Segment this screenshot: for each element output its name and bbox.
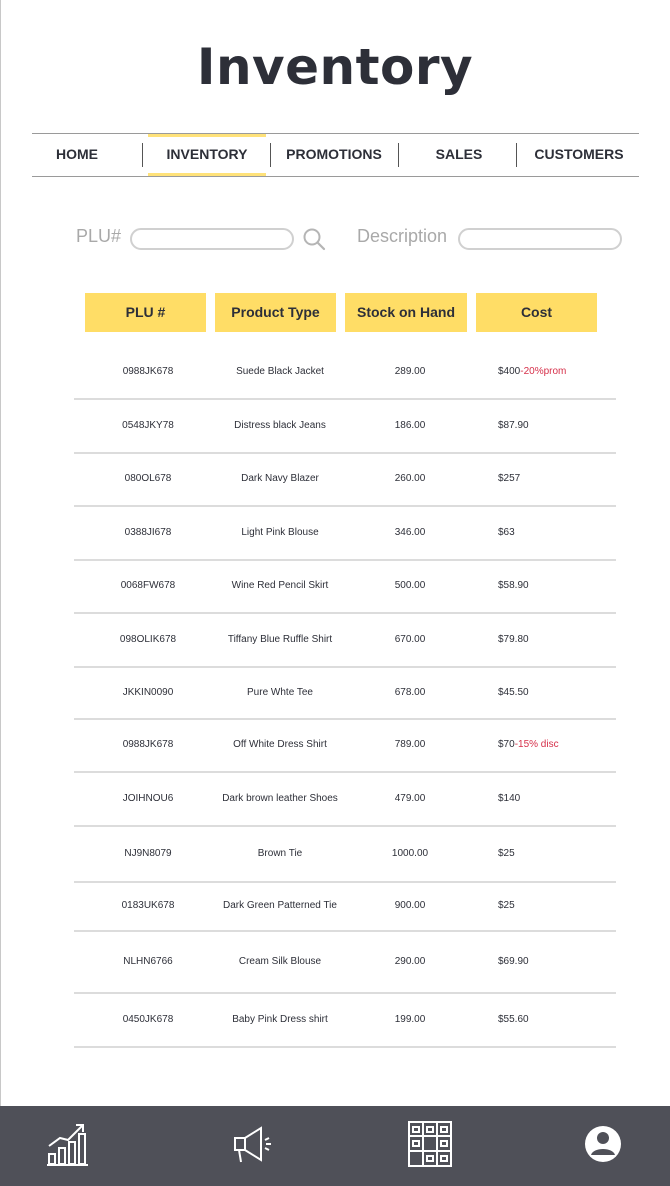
nav-inventory[interactable]: INVENTORY <box>148 134 266 176</box>
column-header-cost[interactable]: Cost <box>476 293 597 332</box>
cost-cell <box>492 527 618 538</box>
price-value: $58.90 <box>498 580 529 591</box>
megaphone-icon[interactable] <box>229 1118 277 1170</box>
nav-home[interactable]: HOME <box>56 146 98 162</box>
sales-chart-icon[interactable] <box>44 1118 92 1170</box>
nav-customers[interactable]: CUSTOMERS <box>534 146 624 162</box>
nav-promotions[interactable]: PROMOTIONS <box>286 146 382 162</box>
product-type-cell: Pure Whte Tee <box>247 686 313 698</box>
cost-cell <box>492 366 618 377</box>
plu-cell: 0450JK678 <box>122 1014 174 1025</box>
user-profile-icon[interactable] <box>579 1118 627 1170</box>
table-row[interactable] <box>74 400 616 454</box>
plu-cell: NLHN6766 <box>123 956 173 967</box>
column-header-product-type[interactable]: Product Type <box>215 293 336 332</box>
cost-cell <box>492 473 618 484</box>
table-row[interactable] <box>74 453 616 507</box>
stock-cell: 900.00 <box>394 900 426 911</box>
promo-badge: -15% disc <box>514 739 559 750</box>
price-value: $63 <box>498 527 515 538</box>
table-row[interactable] <box>74 882 616 932</box>
nav-sales[interactable]: SALES <box>435 146 483 162</box>
stock-cell: 678.00 <box>394 686 426 698</box>
product-type-cell: Brown Tie <box>257 847 303 859</box>
table-row[interactable] <box>74 614 616 668</box>
table-row[interactable] <box>74 346 616 400</box>
nav-divider <box>398 143 399 167</box>
plu-search-label: PLU# <box>76 226 122 246</box>
table-row[interactable] <box>74 826 616 883</box>
table-row[interactable] <box>74 667 616 720</box>
table-row[interactable] <box>74 773 616 827</box>
page-title: Inventory <box>196 38 474 96</box>
stock-cell: 260.00 <box>394 473 426 484</box>
cost-cell <box>492 634 618 645</box>
stock-cell: 186.00 <box>394 420 426 431</box>
nav-divider <box>270 143 271 167</box>
column-header-plu[interactable]: PLU # <box>85 293 206 332</box>
plu-cell: 0988JK678 <box>122 739 174 750</box>
price-value: $25 <box>498 847 515 859</box>
top-nav <box>32 133 639 177</box>
price-value: $70 <box>498 739 515 750</box>
price-value: $87.90 <box>498 420 529 431</box>
price-value: $79.80 <box>498 634 529 645</box>
product-type-cell: Cream Silk Blouse <box>238 956 322 967</box>
frame-edge <box>0 0 1 1186</box>
stock-cell: 289.00 <box>394 366 426 377</box>
description-search-label: Description <box>357 226 448 246</box>
product-type-cell: Dark Navy Blazer <box>241 473 319 484</box>
product-type-cell: Baby Pink Dress shirt <box>232 1014 328 1025</box>
promo-badge: -20%prom <box>520 366 567 377</box>
plu-cell: 098OLIK678 <box>119 634 177 645</box>
product-type-cell: Suede Black Jacket <box>236 366 324 377</box>
stock-cell: 1000.00 <box>391 847 429 859</box>
stock-cell: 479.00 <box>394 793 426 804</box>
nav-divider <box>516 143 517 167</box>
inventory-shelf-icon[interactable] <box>406 1118 454 1170</box>
stock-cell: 346.00 <box>394 527 426 538</box>
stock-cell: 789.00 <box>394 739 426 750</box>
search-icon[interactable] <box>302 227 326 251</box>
cost-cell <box>492 793 618 804</box>
cost-cell <box>492 1014 618 1025</box>
plu-search-input[interactable] <box>130 228 294 250</box>
table-row[interactable] <box>74 507 616 561</box>
plu-cell: 0548JKY78 <box>122 420 174 431</box>
product-type-cell: Wine Red Pencil Skirt <box>231 580 329 591</box>
product-type-cell: Distress black Jeans <box>234 420 326 431</box>
price-value: $257 <box>498 473 521 484</box>
product-type-cell: Light Pink Blouse <box>241 527 319 538</box>
price-value: $45.50 <box>498 686 529 698</box>
description-search-input[interactable] <box>458 228 622 250</box>
price-value: $25 <box>498 900 515 911</box>
cost-cell <box>492 739 618 750</box>
plu-cell: 0068FW678 <box>120 580 176 591</box>
price-value: $400 <box>498 366 521 377</box>
price-value: $55.60 <box>498 1014 529 1025</box>
plu-cell: JOIHNOU6 <box>122 793 174 804</box>
plu-cell: NJ9N8079 <box>124 847 172 859</box>
table-row[interactable] <box>74 719 616 773</box>
table-row[interactable] <box>74 994 616 1048</box>
stock-cell: 290.00 <box>394 956 426 967</box>
product-type-cell: Off White Dress Shirt <box>233 739 327 750</box>
table-row[interactable] <box>74 560 616 614</box>
plu-cell: 0988JK678 <box>122 366 174 377</box>
plu-cell: 0388JI678 <box>124 527 172 538</box>
plu-cell: 080OL678 <box>124 473 172 484</box>
plu-cell: 0183UK678 <box>121 900 175 911</box>
price-value: $69.90 <box>498 956 529 967</box>
stock-cell: 500.00 <box>394 580 426 591</box>
stock-cell: 199.00 <box>394 1014 426 1025</box>
stock-cell: 670.00 <box>394 634 426 645</box>
cost-cell <box>492 420 618 431</box>
cost-cell <box>492 848 618 859</box>
plu-cell: JKKIN0090 <box>122 686 174 698</box>
nav-divider <box>142 143 143 167</box>
bottom-tab-bar <box>0 1106 670 1186</box>
column-header-stock[interactable]: Stock on Hand <box>345 293 467 332</box>
price-value: $140 <box>498 793 521 804</box>
product-type-cell: Tiffany Blue Ruffle Shirt <box>227 634 333 645</box>
product-type-cell: Dark brown leather Shoes <box>222 793 338 804</box>
cost-cell <box>492 956 618 967</box>
cost-cell <box>492 900 618 911</box>
cost-cell <box>492 687 618 698</box>
product-type-cell: Dark Green Patterned Tie <box>223 900 337 911</box>
cost-cell <box>492 580 618 591</box>
table-row[interactable] <box>74 932 616 994</box>
